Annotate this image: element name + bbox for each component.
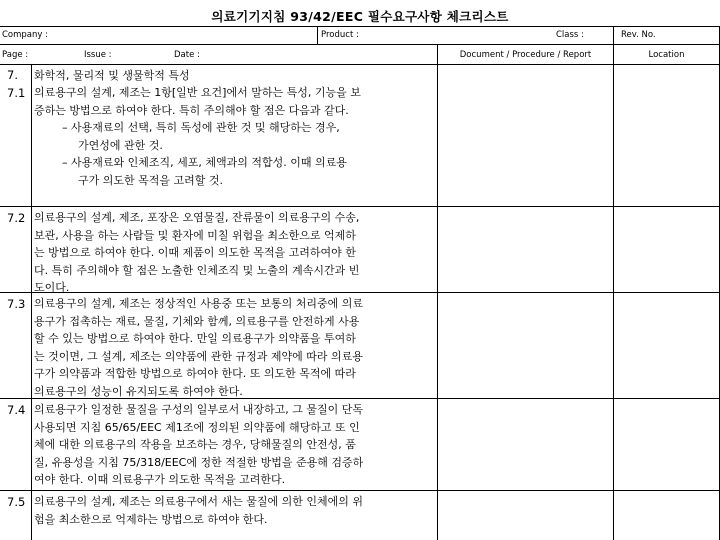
section-text-7-2 [34, 209, 359, 297]
text-line: 의료용구의 성능이 유지되도록 하여야 한다. [34, 384, 243, 398]
text-line: 의료용구의 설계, 제조는 의료용구에서 새는 물질에 의한 인체에의 위 [34, 495, 363, 508]
text-line: 질, 유용성을 지침 75/318/EEC에 정한 적절한 방법을 준용해 검증하 [34, 455, 364, 469]
text-line: 증하는 방법으로 하여야 한다. 특히 주의해야 할 점은 다음과 같다. [34, 103, 349, 117]
section-number-7-5: 7.5 [7, 495, 26, 509]
text-line: 의료용구가 일정한 물질을 구성의 일부로서 내장하고, 그 물질이 단독 [34, 403, 363, 416]
text-line: 체에 대한 의료용구의 작용을 보조하는 경우, 당해물질의 안전성, 품 [34, 438, 356, 451]
text-line: 험을 최소한으로 억제하는 방법으로 하여야 한다. [34, 512, 268, 526]
header-bottom-rule [0, 64, 720, 65]
rev-label: Rev. No. [621, 30, 656, 40]
section-number-7-1: 7.1 [7, 86, 26, 100]
class-label: Class : [556, 30, 584, 40]
title-rule [0, 26, 720, 27]
section-text-7-5 [34, 493, 363, 528]
date-label: Date : [174, 50, 200, 60]
text-line: 가연성에 관한 것. [78, 138, 163, 152]
text-line: 의료용구의 설계, 제조는 1항[일반 요건]에서 말하는 특성, 기능을 보 [34, 86, 361, 99]
page-label: Page : [2, 50, 29, 60]
text-line: 보관, 사용을 하는 사람들 및 환자에 미칠 위험을 최소한으로 억제하 [34, 228, 356, 242]
section-number-7-3: 7.3 [7, 297, 26, 311]
section-number-7-4: 7.4 [7, 403, 26, 417]
product-column-divider [317, 26, 318, 44]
page-title: 의료기기지침 93/42/EEC 필수요구사항 체크리스트 [211, 9, 509, 24]
text-line: – 사용재료와 인체조직, 세포, 체액과의 적합성. 이때 의료용 [62, 156, 347, 169]
text-line: – 사용재료의 선택, 특히 독성에 관한 것 및 해당하는 경우, [62, 121, 340, 134]
text-line: 다. 특히 주의해야 할 점은 노출한 인체조직 및 노출의 계속시간과 빈 [34, 263, 360, 277]
section-text-7-1 [34, 84, 361, 189]
text-line: 는 방법으로 하여야 한다. 이때 제품이 의도한 목적을 고려하여야 한 [34, 246, 356, 259]
row-divider-7-2 [0, 206, 720, 207]
header-row-divider [0, 44, 720, 45]
number-column-divider [31, 64, 32, 540]
text-line: 구가 의도한 목적을 고려할 것. [78, 173, 223, 187]
section-number-7: 7. [7, 68, 18, 82]
text-line: 의료용구의 설계, 제조, 포장은 오염물질, 잔류물이 의료용구의 수송, [34, 211, 360, 224]
text-line: 할 수 있는 방법으로 하여야 한다. 만일 의료용구가 의약품을 투여하 [34, 332, 356, 345]
section-number-7-2: 7.2 [7, 211, 26, 225]
section-text-7-3 [34, 295, 363, 400]
text-line: 사용되면 지침 65/65/EEC 제1조에 정의된 의약품에 해당하고 또 인 [34, 420, 360, 434]
issue-label: Issue : [84, 50, 112, 60]
text-line: 는 것이면, 그 설계, 제조는 의약품에 관한 규정과 제약에 따라 의료용 [34, 349, 363, 363]
location-column-header: Location [648, 50, 685, 60]
text-line: 도이다. [34, 281, 70, 294]
document-column-divider [613, 26, 614, 540]
section-text-7-4 [34, 401, 363, 489]
section-text-7 [34, 67, 190, 85]
text-line: 화학적, 물리적 및 생물학적 특성 [34, 69, 190, 82]
text-line: 용구가 접촉하는 재료, 물질, 기체와 함께, 의료용구를 안전하게 사용 [34, 314, 360, 328]
text-line: 구가 의약품과 적합한 방법으로 하여야 한다. 또 의도한 목적에 따라 [34, 367, 356, 380]
text-line: 의료용구의 설계, 제조는 정상적인 사용중 또는 보통의 처리중에 의료 [34, 297, 363, 310]
document-column-header: Document / Procedure / Report [459, 50, 592, 60]
company-label: Company : [2, 30, 49, 40]
product-label: Product : [321, 30, 359, 40]
text-line: 여야 한다. 이때 의료용구가 의도한 목적을 고려한다. [34, 473, 286, 486]
row-divider-7-5 [0, 490, 720, 491]
